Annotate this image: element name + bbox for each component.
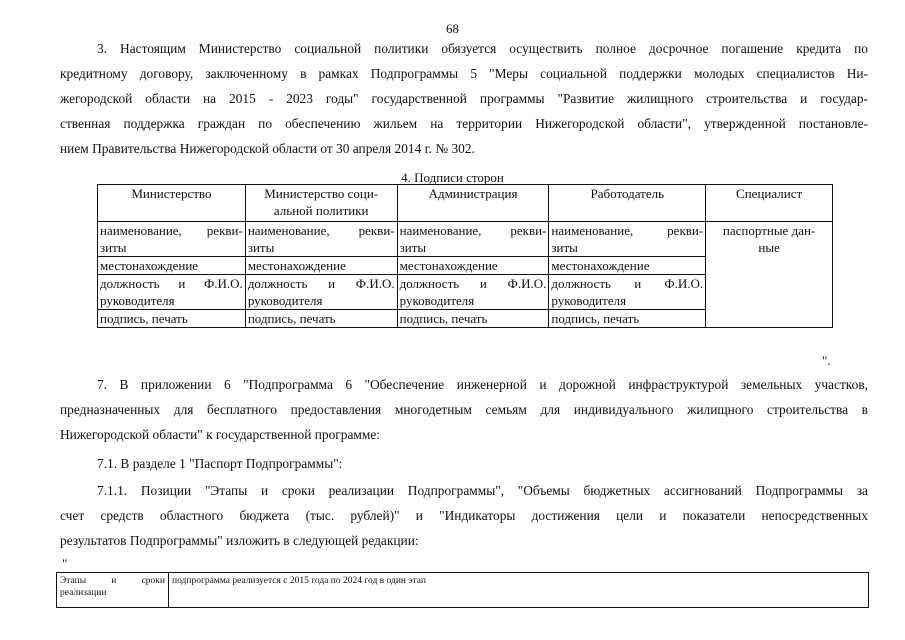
cell-location: местонахождение: [549, 257, 706, 275]
cell-line: должность и Ф.И.О.: [247, 276, 395, 291]
paragraph-line: счет средств областного бюджета (тыс. рублей)" и "Индикаторы достижения цели и показатели непосредственных: [60, 508, 868, 523]
cell-line: Этапы и сроки: [60, 576, 165, 586]
cell-line: наименование, рекви-: [399, 223, 547, 238]
header-administration: Администрация: [397, 185, 549, 222]
page-number: 68: [446, 21, 459, 36]
paragraph-line: кредитному договору, заключенному в рамках Подпрограммы 5 "Меры социальной поддержки молодых специалистов Ни-: [60, 66, 868, 81]
cell-line: руководителя: [399, 293, 475, 308]
cell-line: должность и Ф.И.О.: [399, 276, 547, 291]
cell-line: руководителя: [247, 293, 323, 308]
closing-quote: ".: [822, 353, 831, 368]
cell-signature: подпись, печать: [549, 310, 706, 328]
paragraph-7: [60, 372, 868, 447]
paragraph-line: 7. В приложении 6 "Подпрограмма 6 "Обеспечение инженерной и дорожной инфраструктурой земельных участков,: [97, 377, 868, 392]
paragraph-line: 7.1.1. Позиции "Этапы и сроки реализации Подпрограммы", "Объемы бюджетных ассигнований Подпрограммы за: [97, 483, 868, 498]
table-header-row: [98, 185, 833, 222]
cell-name-details: [397, 222, 549, 257]
cell-line: наименование, рекви-: [247, 223, 395, 238]
cell-location: местонахождение: [245, 257, 397, 275]
cell-signature: подпись, печать: [397, 310, 549, 328]
paragraph-line: ственная поддержка граждан по обеспечению жильем на территории Нижегородской области", утвержденной постановле-: [60, 116, 868, 131]
paragraph-line: предназначенных для бесплатного предоставления многодетным семьям для индивидуального жилищного строительства в: [60, 402, 868, 417]
passport-value-cell: подпрограмма реализуется с 2015 года по 2024 год в один этап: [169, 573, 869, 608]
cell-name-details: [245, 222, 397, 257]
cell-passport-data: [706, 222, 833, 328]
cell-line: зиты: [247, 240, 275, 255]
cell-position: [98, 275, 246, 310]
cell-line: наименование, рекви-: [551, 223, 704, 238]
cell-line: реализации: [60, 588, 107, 598]
cell-line: должность и Ф.И.О.: [551, 276, 704, 291]
cell-line: ные: [758, 240, 780, 255]
paragraph-line: 3. Настоящим Министерство социальной политики обязуется осуществить полное досрочное погашение кредита по: [97, 41, 868, 56]
cell-line: должность и Ф.И.О.: [100, 276, 243, 291]
cell-position: [397, 275, 549, 310]
cell-line: зиты: [551, 240, 578, 255]
header-line: Министерство соци-: [264, 186, 379, 201]
cell-line: паспортные дан-: [722, 223, 816, 238]
header-employer: Работодатель: [549, 185, 706, 222]
paragraph-line: Нижегородской области" к государственной программе:: [60, 427, 381, 442]
cell-position: [245, 275, 397, 310]
cell-name-details: [98, 222, 246, 257]
signatures-caption: 4. Подписи сторон: [401, 170, 504, 185]
cell-line: руководителя: [551, 293, 627, 308]
header-line: альной политики: [273, 203, 369, 218]
paragraph-line: жегородской области на 2015 - 2023 годы" государственной программы "Развитие жилищного строительства и государ-: [60, 91, 868, 106]
paragraph-line: 7.1. В разделе 1 "Паспорт Подпрограммы":: [97, 456, 343, 471]
header-specialist: Специалист: [706, 185, 833, 222]
cell-signature: подпись, печать: [98, 310, 246, 328]
cell-line: наименование, рекви-: [100, 223, 243, 238]
header-social-ministry: [245, 185, 397, 222]
cell-location: местонахождение: [98, 257, 246, 275]
cell-name-details: [549, 222, 706, 257]
passport-table: [56, 572, 869, 608]
cell-line: руководителя: [100, 293, 175, 308]
cell-line: зиты: [100, 240, 127, 255]
paragraph-7-1: [60, 451, 868, 476]
paragraph-3: [60, 36, 868, 161]
paragraph-line: результатов Подпрограммы" изложить в следующей редакции:: [60, 533, 419, 548]
table-row: [98, 222, 833, 257]
cell-position: [549, 275, 706, 310]
table-row: [57, 573, 869, 608]
passport-key-cell: [57, 573, 169, 608]
cell-location: местонахождение: [397, 257, 549, 275]
paragraph-line: нием Правительства Нижегородской области от 30 апреля 2014 г. № 302.: [60, 141, 475, 156]
cell-signature: подпись, печать: [245, 310, 397, 328]
cell-line: зиты: [399, 240, 427, 255]
opening-quote: ": [62, 556, 68, 571]
signatures-table: [97, 184, 833, 328]
header-ministry: Министерство: [98, 185, 246, 222]
paragraph-7-1-1: [60, 478, 868, 553]
